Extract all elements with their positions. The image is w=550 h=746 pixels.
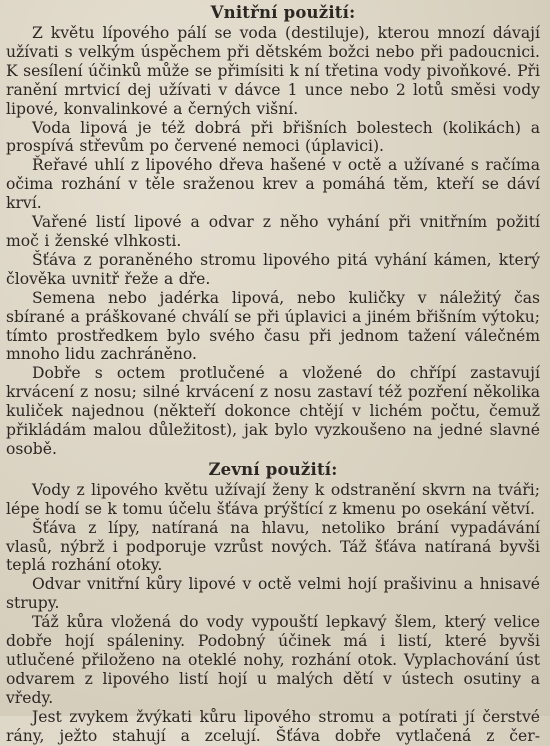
paragraph: Řeřavé uhlí z lipového dřeva hašené v octě a užívané s račíma očima rozhání v těle sraženou krev a pomáhá těm, kteří se dáví krví. — [6, 156, 540, 213]
paragraph: Jest zvykem žvýkati kůru lipového stromu a potírati jí čerstvé rány, ježto stahují a zcelují. Šťáva dobře vytlačená z čer- — [6, 707, 540, 745]
paragraph: Voda lipová je též dobrá při břišních bolestech (kolikách) a prospívá střevům po červené nemoci (úplavici). — [6, 118, 540, 156]
paragraph: Vařené listí lipové a odvar z něho vyhání při vnitřním požití moč i ženské vlhkosti. — [6, 213, 540, 250]
paragraph: Odvar vnitřní kůry lipové v octě velmi hojí prašivinu a hnisavé strupy. — [6, 575, 540, 613]
paragraph: Šťáva z poraněného stromu lipového pitá vyhání kámen, který člověka uvnitř řeže a dře. — [6, 250, 540, 288]
section-heading-external-use: Zevní použití: — [208, 459, 338, 479]
paragraph: Vody z lipového květu užívají ženy k odstranění skvrn na tváři; lépe hodí se k tomu účelu šťáva prýštící z kmenu po osekání větví. — [6, 480, 540, 518]
paragraph: Dobře s octem protlučené a vložené do chřípí zastavují krvácení z nosu; silné krvácení z nosu zastaví též pozření několika kuliček najednou (někteří dokonce chtějí v lichém počtu, čemuž přikládám malou důležitost), jak bylo vyzkoušeno na jedné slavné osobě. — [6, 364, 540, 458]
paragraph: Táž kůra vložená do vody vypouští lepkavý šlem, který velice dobře hojí spáleniny. Podobný účinek má i listí, které byvši utlučené přiloženo na oteklé nohy, rozhání otok. Vyplachování úst odvarem z lipového listí hojí u malých dětí v ústech osutiny a vředy. — [6, 613, 540, 707]
section-heading-internal-use: Vnitřní použití: — [210, 3, 356, 22]
paragraph: Z květu lípového pálí se voda (destiluje), kterou mnozí dávají užívati s velkým úspěchem při dětském božci nebo při padoucnici. K sesílení účinků může se přimísiti k ní třetina vody pivoňkové. Při ranění mrtvicí dej užívati v dávce 1 unce nebo 2 lotů směsi vody lipové, konvalinkové a černých višní. — [6, 24, 540, 118]
paragraph: Semena nebo jadérka lipová, nebo kuličky v náležitý čas sbírané a práškované chválí se při úplavici a jiném břišním výtoku; tímto prostředkem bylo svého času při jednom tažení válečném mnoho lidu zachráněno. — [6, 288, 540, 364]
paragraph: Šťáva z lípy, natíraná na hlavu, netoliko brání vypadávání vlasů, nýbrž i podporuje vzrůst nových. Táž šťáva natíraná byvši teplá rozhání otoky. — [6, 518, 540, 575]
